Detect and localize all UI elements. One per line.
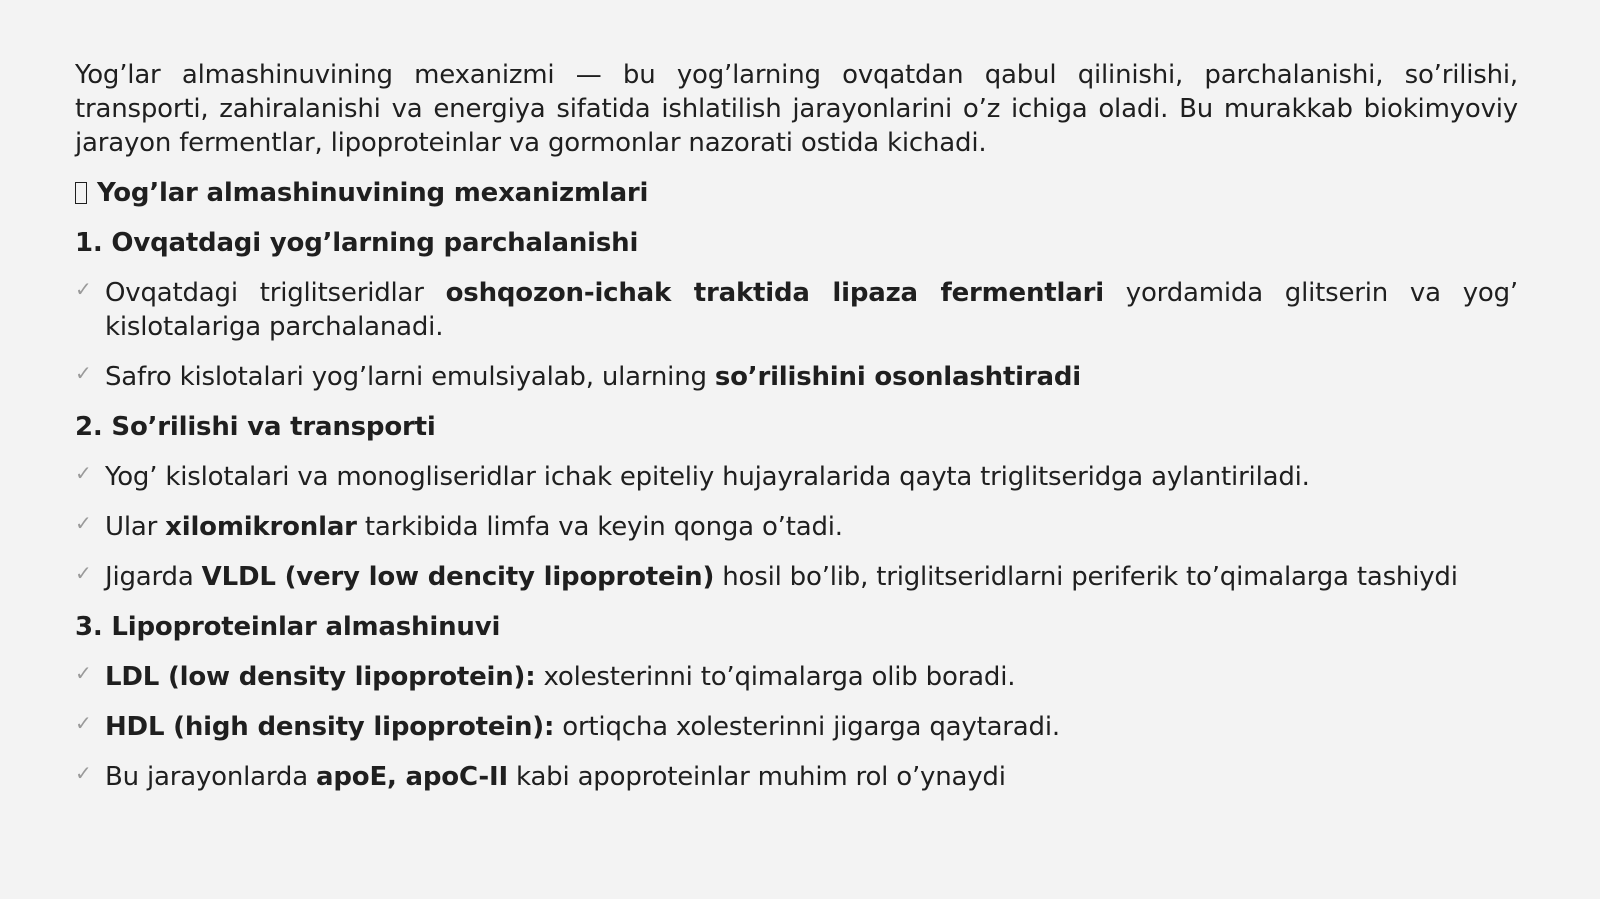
list-item: ✓ Safro kislotalari yog’larni emulsiyalab, ularning so’rilishini osonlashtiradi <box>75 360 1518 394</box>
checkmark-icon: ✓ <box>75 461 92 485</box>
list-item: ✓ Bu jarayonlarda apoE, apoC-II kabi apoproteinlar muhim rol o’ynaydi <box>75 760 1518 794</box>
checkmark-icon: ✓ <box>75 511 92 535</box>
main-heading <box>75 176 1518 210</box>
checkmark-icon: ✓ <box>75 661 92 685</box>
list-item: ✓ Yog’ kislotalari va monogliseridlar ichak epiteliy hujayralarida qayta triglitseridga aylantiriladi. <box>75 460 1518 494</box>
main-heading-text: Yog’lar almashinuvining mexanizmlari <box>97 178 649 208</box>
missing-glyph-icon <box>75 182 87 204</box>
checkmark-icon: ✓ <box>75 761 92 785</box>
list-item: ✓ Jigarda VLDL (very low dencity lipoprotein) hosil bo’lib, triglitseridlarni periferik to’qimalarga tashiydi <box>75 560 1518 594</box>
slide-content <box>75 58 1518 810</box>
checkmark-icon: ✓ <box>75 361 92 385</box>
list-item: ✓ LDL (low density lipoprotein): xolesterinni to’qimalarga olib boradi. <box>75 660 1518 694</box>
section-heading: 3. Lipoproteinlar almashinuvi <box>75 612 501 642</box>
list-item: ✓ Ovqatdagi triglitseridlar oshqozon-ichak traktida lipaza fermentlari yordamida glitserin va yog’ kislotalariga parchalanadi. <box>75 276 1518 344</box>
intro-paragraph: Yog’lar almashinuvining mexanizmi — bu yog’larning ovqatdan qabul qilinishi, parchalanishi, so’rilishi, transporti, zahiralanishi va energiya sifatida ishlatilish jarayonlarini o’z ichiga oladi. Bu murakkab biokimyoviy jarayon fermentlar, lipoproteinlar va gormonlar nazorati ostida kichadi. <box>75 60 1518 158</box>
list-item: ✓ Ular xilomikronlar tarkibida limfa va keyin qonga o’tadi. <box>75 510 1518 544</box>
section-heading: 1. Ovqatdagi yog’larning parchalanishi <box>75 228 639 258</box>
checkmark-icon: ✓ <box>75 711 92 735</box>
list-item: ✓ HDL (high density lipoprotein): ortiqcha xolesterinni jigarga qaytaradi. <box>75 710 1518 744</box>
section-heading: 2. So’rilishi va transporti <box>75 412 436 442</box>
checkmark-icon: ✓ <box>75 561 92 585</box>
checkmark-icon: ✓ <box>75 277 92 301</box>
